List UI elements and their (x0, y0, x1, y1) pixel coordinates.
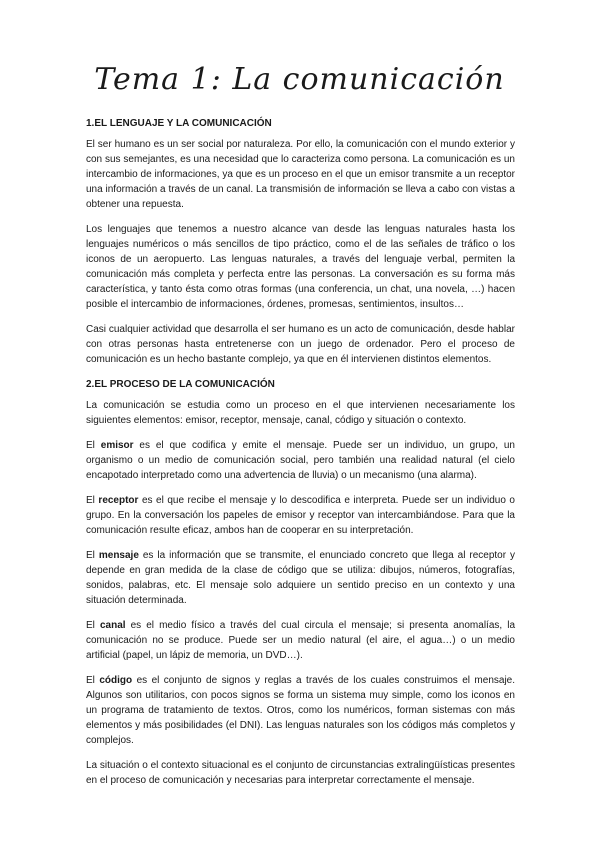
paragraph: Los lenguajes que tenemos a nuestro alcance van desde las lenguas naturales hasta los lenguajes numéricos o más sencillos de tipo práctico, como el de las señales de tráfico o los iconos de un aeropuerto. Las lenguas naturales, a través del lenguaje verbal, permiten la comunicación más completa y perfecta entre las personas. La conversación es su forma más característica, y tanto ésta como otras formas (una conferencia, un chat, una novela, …) hacen posible el intercambio de informaciones, órdenes, promesas, sentimientos, insultos… (86, 224, 515, 310)
term-emisor: emisor (100, 440, 134, 451)
text: es la información que se transmite, el enunciado concreto que llega al receptor y depende en gran medida de la clase de código que se utiliza: dibujos, números, fotografías, sonidos, palabras, etc. El mensaje solo adquiere un sentido preciso en un contexto y una situación determinada. (86, 550, 516, 606)
paragraph: Casi cualquier actividad que desarrolla el ser humano es un acto de comunicación, desde hablar con otras personas hasta entretenerse con un juego de ordenador. Pero el proceso de comunicación es un hecho bastante complejo, ya que en él intervienen distintos elementos. (86, 324, 515, 365)
paragraph: El ser humano es un ser social por naturaleza. Por ello, la comunicación con el mundo exterior y con sus semejantes, es una necesidad que lo caracteriza como persona. La comunicación es un intercambio de informaciones, ya que es un proceso en el que un emisor transmite a un receptor una información a través de un canal. La transmisión de información se lleva a cabo con vistas a obtener una repuesta. (86, 139, 515, 210)
text: es el que codifica y emite el mensaje. Puede ser un individuo, un grupo, un organismo o un medio de comunicación social, pero también una realidad natural (el cielo encapotado interpretado como una advertencia de lluvia) o un mecanismo (una alarma). (86, 440, 515, 481)
term-mensaje: mensaje (98, 550, 139, 561)
document-body (86, 116, 515, 798)
section-heading-2: 2.EL PROCESO DE LA COMUNICACIÓN (86, 379, 275, 390)
text: El (86, 440, 101, 451)
paragraph-mensaje (86, 548, 515, 608)
term-canal: canal (99, 620, 126, 631)
text: El (86, 675, 100, 686)
text: es el que recibe el mensaje y lo descodifica e interpreta. Puede ser un individuo o grupo. En la conversación los papeles de emisor y receptor van intercambiándose. Para que la comunicación resulte eficaz, ambos han de cooperar en su interpretación. (86, 495, 515, 536)
paragraph: La situación o el contexto situacional es el conjunto de circunstancias extralingüísticas presentes en el proceso de comunicación y necesarias para interpretar correctamente el mensaje. (86, 760, 515, 786)
paragraph-receptor (86, 493, 515, 538)
text: El (86, 620, 100, 631)
text: es el conjunto de signos y reglas a través de los cuales construimos el mensaje. Algunos son utilitarios, con pocos signos se forma un sistema muy simple, como los iconos en un programa de tratamiento de textos. Otros, como los numéricos, forman sistemas con más elementos y más posibilidades (el DNI). Las lenguas naturales son los códigos más completos y complejos. (86, 675, 516, 746)
term-receptor: receptor (98, 495, 139, 506)
paragraph: La comunicación se estudia como un proceso en el que intervienen necesariamente los siguientes elementos: emisor, receptor, mensaje, canal, código y situación o contexto. (86, 400, 515, 426)
section-heading-1: 1.EL LENGUAJE Y LA COMUNICACIÓN (86, 118, 272, 129)
paragraph-canal (86, 618, 515, 663)
text: El (86, 495, 99, 506)
paragraph-emisor (86, 438, 515, 483)
term-codigo: código (99, 675, 133, 686)
page-title: Tema 1: La comunicación (94, 62, 505, 97)
text: El (86, 550, 99, 561)
text: es el medio físico a través del cual circula el mensaje; si presenta anomalías, la comunicación no se produce. Puede ser un medio natural (el aire, el agua…) o un medio artificial (papel, un lápiz de memoria, un DVD…). (86, 620, 516, 661)
paragraph-codigo (86, 673, 515, 748)
